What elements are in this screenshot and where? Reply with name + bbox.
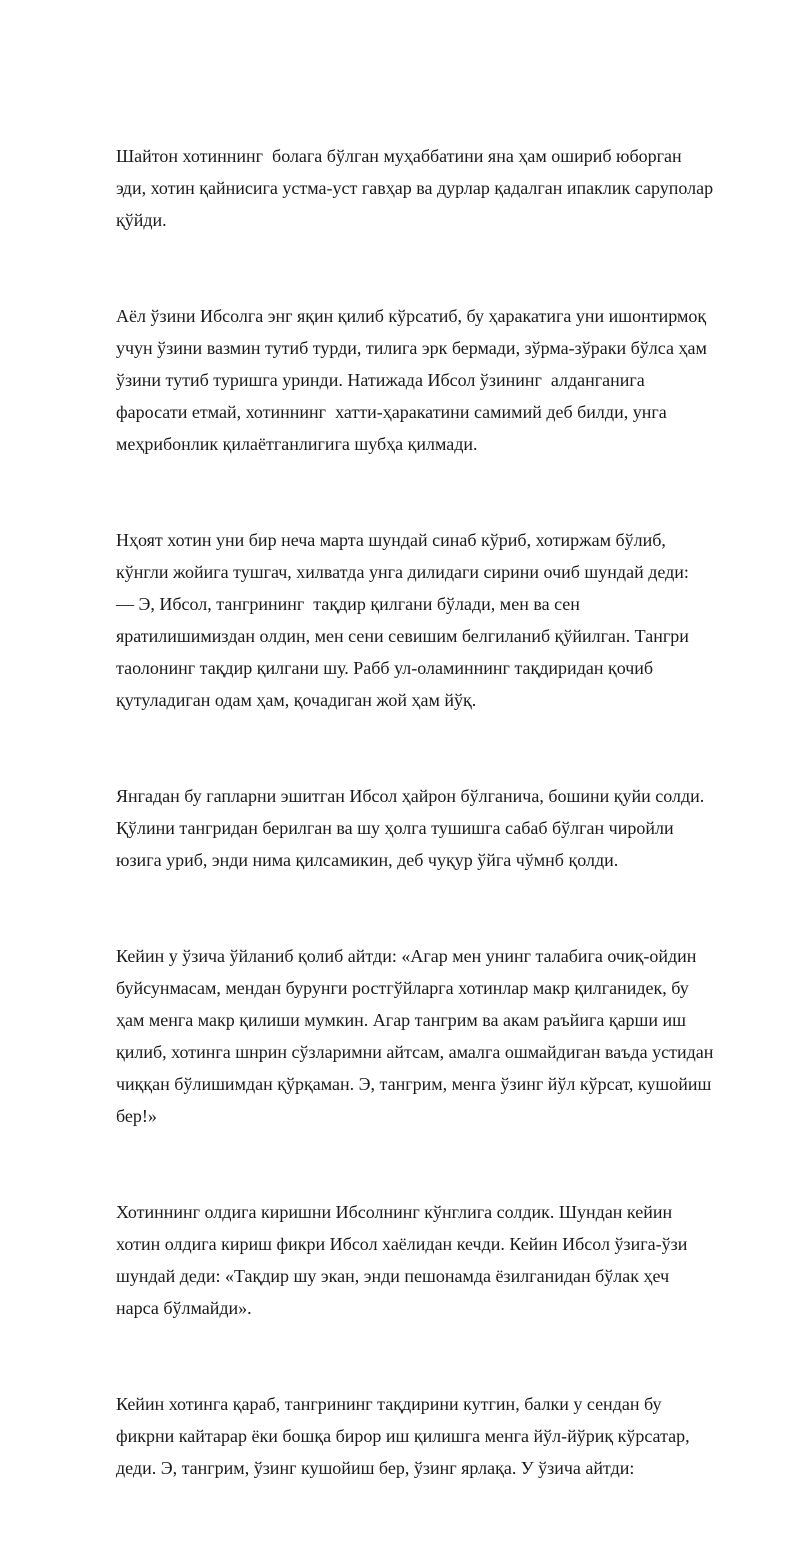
paragraph-6: Хотиннинг олдига киришни Ибсолнинг кўнглига солдик. Шундан кейин хотин олдига кириш фикри Ибсол хаёлидан кечди. Кейин Ибсол ўзига-ўзи шундай деди: «Тақдир шу экан, энди пешонамда ёзилганидан бўлак ҳеч нарса бўлмайди». [116, 1202, 688, 1318]
paragraph-7: Кейин хотинга қараб, тангрининг тақдирини кутгин, балки у сендан бу фикрни кайтарар ёки бошқа бирор иш қилишга менга йўл-йўриқ кўрсатар, деди. Э, тангрим, ўзинг кушойиш бер, ўзинг ярлақа. У ўзича айтди: [116, 1394, 690, 1478]
paragraph-1: Шайтон хотиннинг болага бўлган муҳаббатини яна ҳам ошириб юборган эди, хотин қайнисига устма-уст гавҳар ва дурлар қадалган ипаклик саруполар қўйди. [116, 146, 714, 230]
paragraph-3: Нҳоят хотин уни бир неча марта шундай синаб кўриб, хотиржам бўлиб, кўнгли жойига тушгач, хилватда унга дилидаги сирини очиб шундай деди: — Э, Ибсол, тангрининг тақдир қилгани бўлади, мен ва сен яратилишимиздан олдин, мен сени севишим белгиланиб қўйилган. Тангри таолонинг тақдир қилгани шу. Рабб ул-оламиннинг тақдиридан қочиб қутуладиган одам ҳам, қочадиган жой ҳам йўқ. [116, 530, 689, 710]
paragraph-2: Аёл ўзини Ибсолга энг яқин қилиб кўрсатиб, бу ҳаракатига уни ишонтирмоқ учун ўзини вазмин тутиб турди, тилига эрк бермади, зўрма-зўраки бўлса ҳам ўзини тутиб туришга уринди. Натижада Ибсол ўзининг алданганига фаросати етмай, хотиннинг хатти-ҳаракатини самимий деб билди, унга меҳрибонлик қилаётганлигига шубҳа қилмади. [116, 306, 707, 454]
paragraph-4: Янгадан бу гапларни эшитган Ибсол ҳайрон бўлганича, бошини қуйи солди. Қўлини тангридан берилган ва шу ҳолга тушишга сабаб бўлган чиройли юзига уриб, энди нима қилсамикин, деб чуқур ўйга чўмнб қолди. [116, 786, 705, 870]
paragraph-5: Кейин у ўзича ўйланиб қолиб айтди: «Агар мен унинг талабига очиқ-ойдин буйсунмасам, мендан бурунги ростгўйларга хотинлар макр қилганидек, бу ҳам менга макр қилиши мумкин. Агар тангрим ва акам раъйига қарши иш қилиб, хотинга шнрин сўзларимни айтсам, амалга ошмайдиган ваъда устидан чиққан бўлишимдан қўрқаман. Э, тангрим, менга ўзинг йўл кўрсат, кушойиш бер!» [116, 946, 714, 1126]
body-text [116, 76, 760, 1548]
